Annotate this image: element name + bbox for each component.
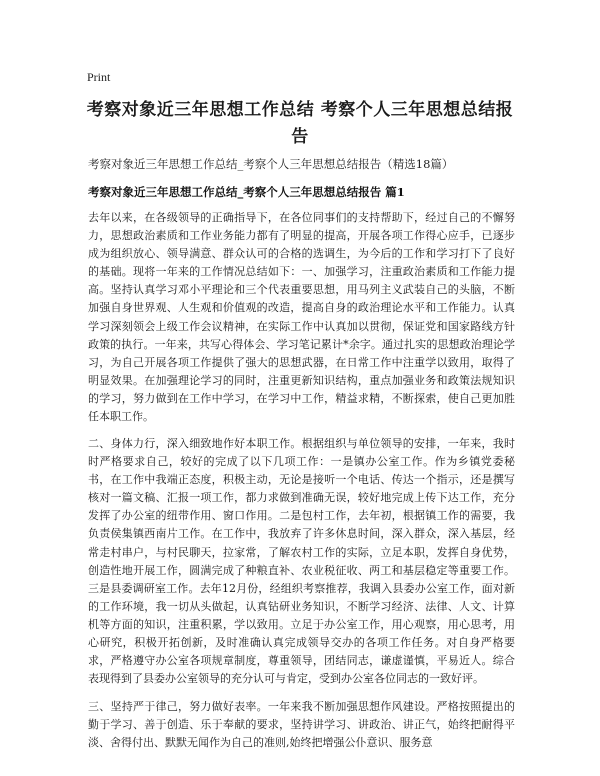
paragraph-2: 二、身体力行，深入细致地作好本职工作。根据组织与单位领导的安排，一年来，我时时严格要求自己，较好的完成了以下几项工作：一是镇办公室工作。作为乡镇党委秘书，在工作中我端正态度，积极主动，无论是接听一个电话、传达一个指示，还是撰写核对一篇文稿、汇报一项工作，都力求做到准确无误，较好地完成上传下达工作，充分发挥了办公室的纽带作用、窗口作用。二是包村工作，去年初，根据镇工作的需要，我负责侯集镇西南片工作。在工作中，我放弃了许多休息时间，深入群众，深入基层，经常走村串户，与村民聊天，拉家常，了解农村工作的实际，立足本职，发挥自身优势，创造性地开展工作，圆满完成了种粮直补、农业税征收、两工和基层稳定等重要工作。三是县委调研室工作。去年12月份，经组织考察推荐，我调入县委办公室工作，面对新的工作环境，我一切从头做起，认真钻研业务知识，不断学习经济、法律、人文、计算机等方面的知识，注重积累，学以致用。立足于办公室工作，用心观察，用心思考，用心研究，积极开拓创新，及时准确认真完成领导交办的各项工作任务。对自身严格要求，严格遵守办公室各项规章制度，尊重领导，团结同志，谦虚谨慎，平易近人。综合表现得到了县委办公室领导的充分认可与肯定，受到办公室各位同志的一致好评。	[88, 437, 515, 686]
paragraph-3: 三、坚持严于律己，努力做好表率。一年来我不断加强思想作风建设。严格按照提出的勤于学习、善于创造、乐于奉献的要求，坚持讲学习、讲政治、讲正气，始终把耐得平淡、舍得付出、默默无闻作为自己的准则,始终把增强公仆意识、服务意	[88, 700, 515, 750]
paragraph-1: 去年以来，在各级领导的正确指导下，在各位同事们的支持帮助下，经过自己的不懈努力，思想政治素质和工作业务能力都有了明显的提高，开展各项工作得心应手，已逐步成为组织放心、领导满意、群众认可的合格的选调生，为今后的工作和学习打下了良好的基础。现将一年来的工作情况总结如下：一、加强学习，注重政治素质和工作能力提高。坚持认真学习邓小平理论和三个代表重要思想，用马列主义武装自己的头脑，不断加强自身世界观、人生观和价值观的改造，提高自身的政治理论水平和工作能力。认真学习深刻领会上级工作会议精神，在实际工作中认真加以贯彻，保证党和国家路线方针政策的执行。一年来，共写心得体会、学习笔记累计*余字。通过扎实的思想政治理论学习，为自己开展各项工作提供了强大的思想武器，在日常工作中注重学以致用，取得了明显效果。在加强理论学习的同时，注重更新知识结构，重点加强业务和政策法规知识的学习，努力做到在工作中学习，在学习中工作，精益求精，不断探索，使自己更加胜任本职工作。	[88, 211, 515, 424]
document-subtitle: 考察对象近三年思想工作总结_考察个人三年思想总结报告（精选18篇）	[88, 157, 454, 171]
document-title: 考察对象近三年思想工作总结 考察个人三年思想总结报告	[86, 100, 514, 147]
section-heading: 考察对象近三年思想工作总结_考察个人三年思想总结报告 篇1	[88, 185, 405, 199]
print-link[interactable]: Print	[87, 70, 111, 84]
